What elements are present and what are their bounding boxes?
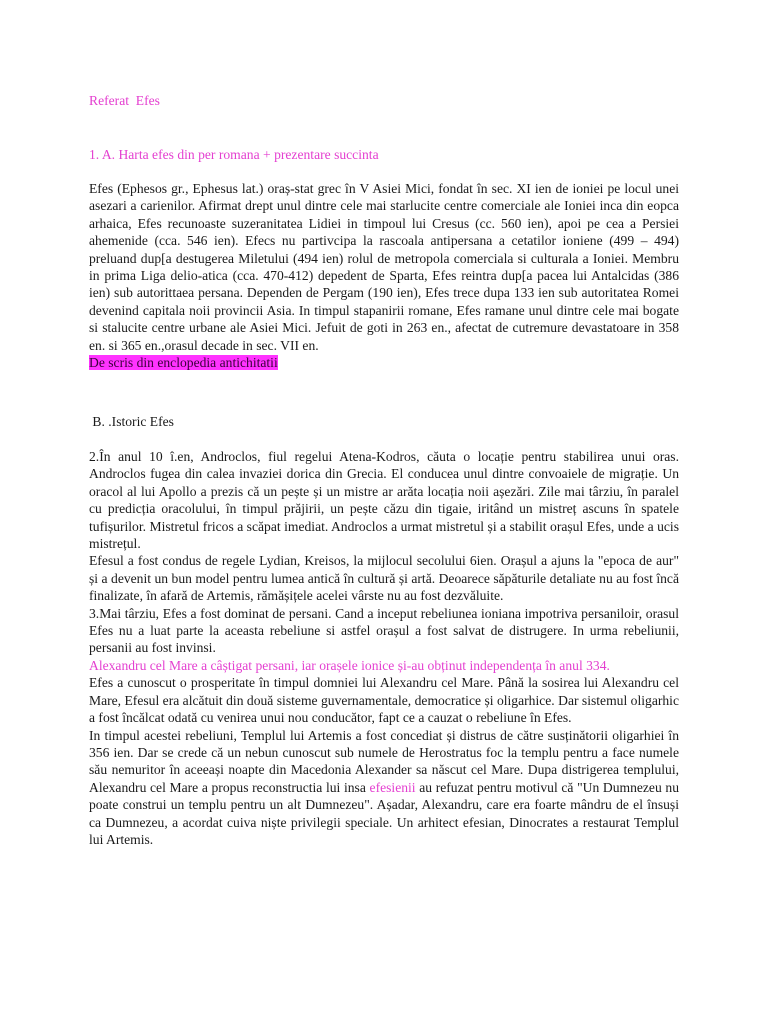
history-block bbox=[89, 448, 679, 848]
history-paragraph-alexander: Alexandru cel Mare a câștigat persani, iar orașele ionice și-au obținut independența în anul 334. bbox=[89, 657, 610, 673]
section-b-heading: B. .Istoric Efes bbox=[89, 414, 174, 429]
history-paragraph-1: 2.În anul 10 î.en, Androclos, fiul regelui Atena-Kodros, căuta o locație pentru stabilirea unui oras. Androclos fugea din calea invaziei dorica din Grecia. El conducea unul dintre convoaiele de migrație. Un oracol al lui Apollo a prezis că un pește și un mistre ar arăta locația noii așezări. Zile mai târziu, în paralel cu predicția oracolului, în timpul prăjirii, un pește căzu din tigaie, iritând un mistreț ascuns în spatele tufișurilor. Mistretul fricos a scăpat imediat. Androclos a urmat mistretul și a stabilit orașul Efes, unde a ucis mistrețul. bbox=[89, 449, 679, 552]
section-a-heading: 1. A. Harta efes din per romana + prezentare succinta bbox=[89, 147, 379, 162]
highlighted-note-line bbox=[89, 354, 679, 371]
history-paragraph-3: 3.Mai târziu, Efes a fost dominat de persani. Cand a inceput rebeliunea ioniana impotriva persaniloir, orasul Efes nu a luat parte la aceasta rebeliune si astfel orașul a fost salvat de distrugere. In urma rebeliunii, persanii au fost invinsi. bbox=[89, 605, 679, 656]
history-paragraph-5: Efes a cunoscut o prosperitate în timpul domniei lui Alexandru cel Mare. Până la sosirea lui Alexandru cel Mare, Efesul era alcătuit din două sisteme guvernamentale, democratice și oligarhice. Dar sistemul oligarhic a fost încălcat odată cu venirea unui nou conducător, fapt ce a cauzat o rebeliune în Efes. bbox=[89, 675, 679, 726]
efesienii-word: efesienii bbox=[369, 779, 416, 795]
history-paragraph-6-end: au refuzat pentru motivul că "Un Dumnezeu nu poate construi un templu pentru un alt Dumnezeu". Așadar, Alexandru, care era foarte mândru de el însuși ca Dumnezeu, a acordat cuiva niște privilegii speciale. Un arhitect efesian, Dinocrates a restaurat Templul lui Artemis. bbox=[89, 779, 679, 847]
history-paragraph-6 bbox=[89, 727, 679, 849]
history-paragraph-6-start: In timpul acestei rebeliuni, Templul lui Artemis a fost concediat și distrus de către susținătorii oligarhiei în 356 ien. Dar se crede că un nebun cunoscut sub numele de Herostratus foc la templu pentru a face numele său nemuritor în aceeași noapte din Macedonia Alexander sa născut cel Mare. Dupa distrigerea templului, Alexandru cel Mare a propus reconstructia lui insa bbox=[89, 727, 679, 795]
intro-paragraph: Efes (Ephesos gr., Ephesus lat.) oraș-stat grec în V Asiei Mici, fondat în sec. XI ien de ioniei pe locul unei asezari a carienilor. Afirmat drept unul dintre cele mai starlucite centre comerciale ale Ioniei inca din eopca arhaica, Efes recunoaste suzeranitatea Lidiei in timpoul lui Cresus (cc. 560 ien), apoi pe cea a Persiei ahemenide (cca. 546 ien). Efecs nu partivcipa la rascoala antipersana a cetatilor ioniene (499 – 494) preluand dup[a destugerea Miletului (494 ien) rolul de metropola comerciala si culturala a Ioniei. Membru in prima Liga delio-atica (cca. 470-412) depedent de Sparta, Efes reintra dup[a pacea lui Antalcidas (386 ien) sub autorittaea persana. Dependen de Pergam (190 ien), Efes trece dupa 133 ien sub autoritatea Romei devenind capitala noii provincii Asia. In timpul stapanirii romane, Efes ramane unul dintre cele mai bogate si stalucite centre urbane ale Asiei Mici. Jefuit de goti in 263 en., afectat de cutremure devastatoare in 358 en. si 365 en.,orasul decade in sec. VII en. bbox=[89, 181, 679, 353]
intro-block bbox=[89, 180, 679, 371]
document-title: Referat Efes bbox=[89, 93, 160, 108]
history-paragraph-2: Efesul a fost condus de regele Lydian, Kreisos, la mijlocul secolului 6ien. Orașul a ajuns la "epoca de aur" și a devenit un bun model pentru lumea antică în cultură și artă. Deoarece săpăturile detaliate nu au fost încă finalizate, în afară de Artemis, rămășițele acelei vârste nu au fost dezvăluite. bbox=[89, 553, 679, 604]
highlighted-note: De scris din enclopedia antichitatii bbox=[89, 355, 278, 371]
